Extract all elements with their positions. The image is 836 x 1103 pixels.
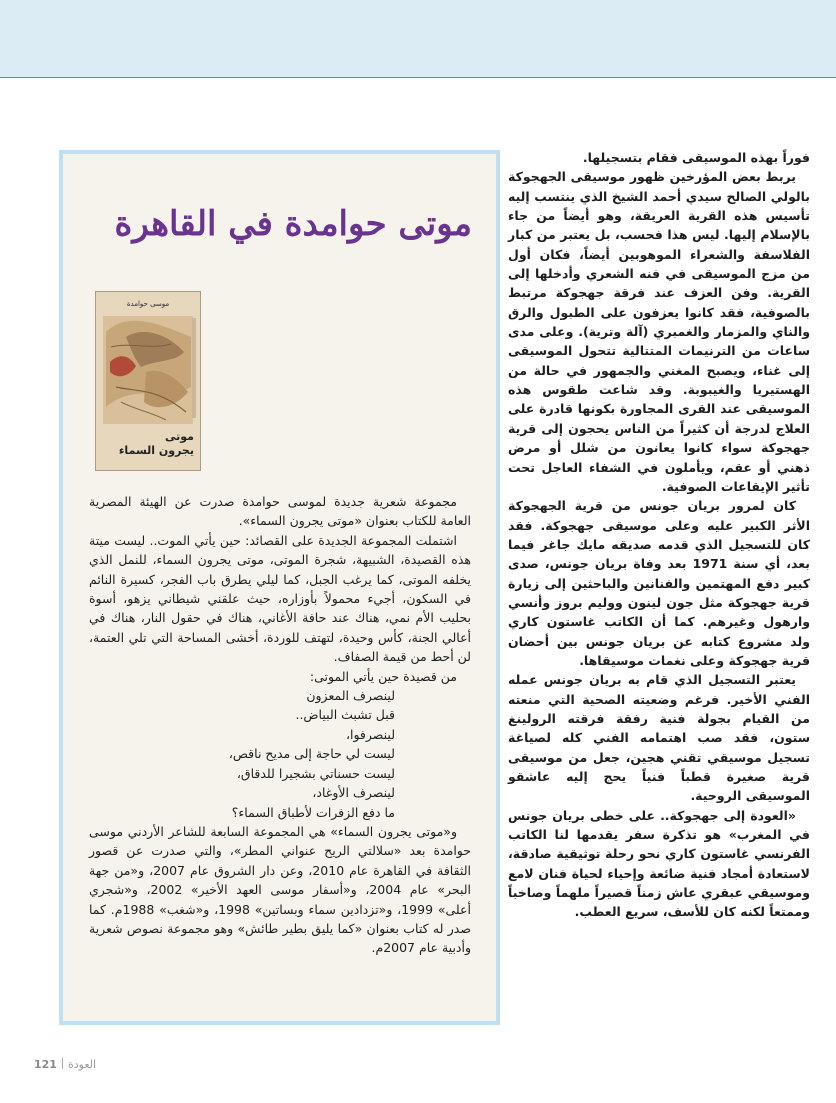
page-footer [34,1058,96,1071]
poem-line: لينصرف الأوغاد، [312,785,395,801]
article-paragraph: «العودة إلى جهجوكة.. على خطى بريان جونس في المغرب» هو تذكرة سفر يقدمها لنا الكاتب الفرنسي غاستون كاري نحو رحلة توثيقية صادقة، لاستعادة أمجاد فنية ضائعة وإحياء لحياة فنان لامع وموسيقي عبقري عاش زمناً قصيراً ملهماً وصاخباً وممتعاً لكنه كان للأسف، سريع العطب. [508,807,810,920]
poem-line: لينصرف المعزون [306,688,395,704]
poem-intro: من قصيدة حين يأتي الموتى: [309,668,457,684]
book-cover-image [95,291,201,471]
article-paragraph: يربط بعض المؤرخين ظهور موسيقى الجهجوكة بالولي الصالح سيدي أحمد الشيخ الذي ينتسب إليه تأسيس هذه القرية العريقة، وهو أيضاً من جاء بالإسلام إليها. ليس هذا فحسب، بل يعتبر من كبار الفلاسفة والشعراء الموهوبين أيضاً، فكان أول من مزج الموسيقى في فنه الشعري وأدخلها إلى القرية. وفن العزف عند فرقة جهجوكة مرتبط بالصوفية، فقد كانوا يعزفون على الطبول والرق والناي والمزمار والغمبري (آلة وترية). وعلى مدى ساعات من الترنيمات المتتالية تتحول الموسيقى إلى غناء، ويصبح المغني والجمهور في حالة من الهستيريا والغيبوبة. وقد شاعت طقوس هذه الموسيقى عند القرى المجاورة بكونها قادرة على العلاج لدرجة أن كثيراً من الناس يحجون إلى قرية جهجوكة سواء كانوا يعانون من شلل أو مرض ذهني أو عقم، ويأملون في الشفاء العاجل تحت تأثير الإيقاعات الصوفية. [508,169,810,494]
poem-line: ليست حسناتي بشجيرا للدقاق، [236,765,395,781]
article-paragraph: يعتبر التسجيل الذي قام به بريان جونس عمله الفني الأخير. فرغم وضعيته الصحية التي منعته من القيام بجولة فنية رفقة فرقته الرولينغ ستون، فقد صب اهتمامه الفني كله لصياغة تسجيل موسيقي تقني هجين، جعل من موسيقى قرية صغيرة قطباً فنياً يحج إليه عاشقو الموسيقى الروحية. [508,672,810,804]
header-divider [0,77,836,78]
cover-title [96,430,194,458]
poem-line: لينصرفوا، [345,726,395,742]
article-paragraph: كان لمرور بريان جونس من قرية الجهجوكة الأثر الكبير عليه وعلى موسيقى جهجوكة. فقد كان للتسجيل الذي قدمه صديقه مايك جاغر فيما بعد، أي سنة 1971 بعد وفاة بريان جونس، صدى كبير دفع المهتمين والفنانين والباحثين إلى زيارة قرية جهجوكة مثل جون لينون ووليم بروز وأنسي وارهول وغيرهم. كما أن الكاتب غاستون كاري ولد مشروع كتابه عن بريان جونس بين أحضان قرية جهجوكة وعلى نغمات موسيقاها. [508,498,810,668]
cover-author: موسى حوامدة [126,300,170,308]
magazine-name: العودة [67,1058,97,1071]
cover-title-line: موتى [165,430,194,443]
poem-line: ليست لي حاجة إلى مديح ناقص، [228,746,395,762]
article-column [508,148,810,922]
box-paragraph: اشتملت المجموعة الجديدة على القصائد: حين يأتي الموت.. ليست ميتة هذه القصيدة، الشبيهة، شجرة الموتى، موتى يجرون السماء، للنمل الذي يخلفه الموتى، كما يرغب الجبل، كما ليلي يطرق باب الفجر، كسيرة النائم في السكون، أجيء محمولاً بأوزاره، حيث علقني شيطاني يزهو، أسوة بحليب الأم نمي، هناك عند حافة الأغاني، هناك في حقول النار، هناك في أعالي الجنة، كأس وحيدة، لتهتف للوردة، أخشى المساحة التي تلي العتمة، لن أحط من قيمة الصفاف. [89,532,471,665]
poem-line: ما دفع الزفرات لأطباق السماء؟ [231,804,395,820]
poem-line: قبل تشبث البياض.. [295,707,395,723]
box-paragraph: مجموعة شعرية جديدة لموسى حوامدة صدرت عن الهيئة المصرية العامة للكتاب بعنوان «موتى يجرون السماء». [89,494,471,529]
article-paragraph: فوراً بهذه الموسيقى فقام بتسجيلها. [582,150,810,165]
box-body [89,492,471,958]
box-title: موتى حوامدة في القاهرة [114,204,472,244]
cover-title-line: يجرون السماء [118,444,194,457]
page-number: 121 [34,1058,57,1071]
header-band [0,0,836,78]
sidebar-box [59,150,500,1025]
footer-separator [62,1058,63,1069]
box-paragraph: و«موتى يجرون السماء» هي المجموعة السابعة للشاعر الأردني موسى حوامدة بعد «سلالتي الريح عنواني المطر»، والتي صدرت عن قصور الثقافة في القاهرة عام 2010، وعن دار الشروق عام 2007، و«من جهة البحر» عام 2004، و«أسفار موسى العهد الأخير» 2002، و«شجري أعلى» 1999، و«تزدادين سماء وبساتين» 1998، و«شغب» 1988م. كما صدر له كتاب بعنوان «كما يليق بطير طائش» وهو مجموعة نصوص شعرية وأدبية عام 2007م. [89,823,471,956]
